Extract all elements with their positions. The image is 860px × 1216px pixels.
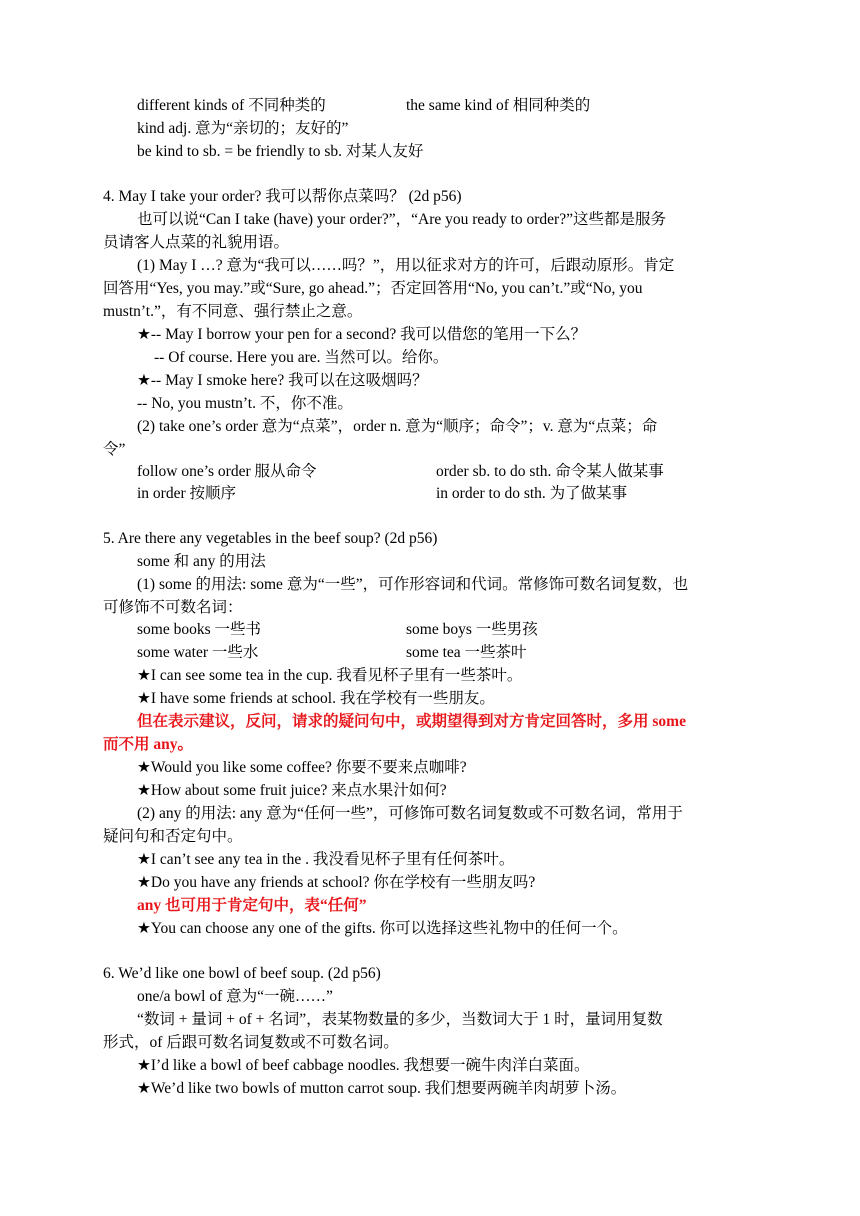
example-fruit-juice: ★How about some fruit juice? 来点水果汁如何? [137, 782, 447, 799]
section-6-subtitle: one/a bowl of 意为“一碗……” [137, 988, 333, 1005]
example-any-gifts: ★You can choose any one of the gifts. 你可以选择这些礼物中的任何一个。 [137, 920, 628, 937]
phrase-same-kind: the same kind of 相同种类的 [406, 97, 591, 114]
section-4-para-2: (1) May I …? 意为“我可以……吗？”，用以征求对方的许可，后跟动原形。肯定 [137, 257, 675, 274]
section-4-para-1-cont: 员请客人点菜的礼貌用语。 [103, 234, 290, 251]
section-5-para-1: (1) some 的用法: some 意为“一些”，可作形容词和代词。常修饰可数名词复数，也 [137, 576, 689, 593]
phrase-follow-order: follow one’s order 服从命令 [137, 463, 317, 480]
example-any-friends: ★Do you have any friends at school? 你在学校有一些朋友吗? [137, 874, 536, 891]
example-borrow-pen: ★-- May I borrow your pen for a second? 我可以借您的笔用一下么？ [137, 326, 587, 343]
highlight-note-any: any 也可用于肯定句中，表“任何” [137, 897, 367, 914]
section-6-heading: 6. We’d like one bowl of beef soup. (2d p56) [103, 965, 381, 982]
phrase-order-sb: order sb. to do sth. 命令某人做某事 [436, 463, 664, 480]
section-5-heading: 5. Are there any vegetables in the beef soup? (2d p56) [103, 530, 438, 547]
section-5-para-2-cont: 疑问句和否定句中。 [103, 828, 243, 845]
section-6-para-1: “数词 + 量词 + of + 名词”，表某物数量的多少，当数词大于 1 时，量词用复数 [137, 1011, 663, 1028]
example-some-friends: ★I have some friends at school. 我在学校有一些朋友。 [137, 690, 495, 707]
section-4-para-3-cont: 令” [103, 441, 126, 458]
section-5-subtitle: some 和 any 的用法 [137, 553, 266, 570]
example-smoke-reply: -- No, you mustn’t. 不，你不准。 [137, 395, 353, 412]
phrase-some-water: some water 一些水 [137, 644, 259, 661]
section-4-para-1: 也可以说“Can I take (have) your order?”，“Are you ready to order?”这些都是服务 [137, 211, 666, 228]
section-5-para-2: (2) any 的用法: any 意为“任何一些”，可修饰可数名词复数或不可数名词，常用于 [137, 805, 683, 822]
phrase-some-boys: some boys 一些男孩 [406, 621, 538, 638]
highlight-note-some-cont: 而不用 any。 [103, 736, 193, 753]
section-4-heading: 4. May I take your order? 我可以帮你点菜吗？ (2d p56) [103, 188, 462, 205]
phrase-different-kinds: different kinds of 不同种类的 [137, 97, 326, 114]
section-4-para-2-end: mustn’t.”，有不同意、强行禁止之意。 [103, 303, 363, 320]
example-beef-noodles: ★I’d like a bowl of beef cabbage noodles. 我想要一碗牛肉洋白菜面。 [137, 1057, 590, 1074]
example-mutton-soup: ★We’d like two bowls of mutton carrot soup. 我们想要两碗羊肉胡萝卜汤。 [137, 1080, 627, 1097]
example-some-tea: ★I can see some tea in the cup. 我看见杯子里有一些茶叶。 [137, 667, 523, 684]
kind-adj-note: kind adj. 意为“亲切的；友好的” [137, 120, 349, 137]
phrase-in-order: in order 按顺序 [137, 485, 237, 502]
phrase-some-tea: some tea 一些茶叶 [406, 644, 527, 661]
section-4-para-3: (2) take one’s order 意为“点菜”，order n. 意为“顺序；命令”；v. 意为“点菜；命 [137, 418, 658, 435]
example-any-tea: ★I can’t see any tea in the . 我没看见杯子里有任何茶叶。 [137, 851, 515, 868]
section-5-para-1-cont: 可修饰不可数名词： [103, 599, 243, 616]
section-4-para-2-cont: 回答用“Yes, you may.”或“Sure, go ahead.”；否定回答用“No, you can’t.”或“No, you [103, 280, 643, 297]
example-coffee: ★Would you like some coffee? 你要不要来点咖啡? [137, 759, 467, 776]
be-kind-note: be kind to sb. = be friendly to sb. 对某人友好 [137, 143, 424, 160]
example-borrow-pen-reply: -- Of course. Here you are. 当然可以。给你。 [154, 349, 449, 366]
example-smoke: ★-- May I smoke here? 我可以在这吸烟吗？ [137, 372, 428, 389]
highlight-note-some: 但在表示建议，反问，请求的疑问句中，或期望得到对方肯定回答时，多用 some [137, 713, 686, 730]
phrase-some-books: some books 一些书 [137, 621, 262, 638]
phrase-in-order-to: in order to do sth. 为了做某事 [436, 485, 628, 502]
section-6-para-1-cont: 形式，of 后跟可数名词复数或不可数名词。 [103, 1034, 399, 1051]
